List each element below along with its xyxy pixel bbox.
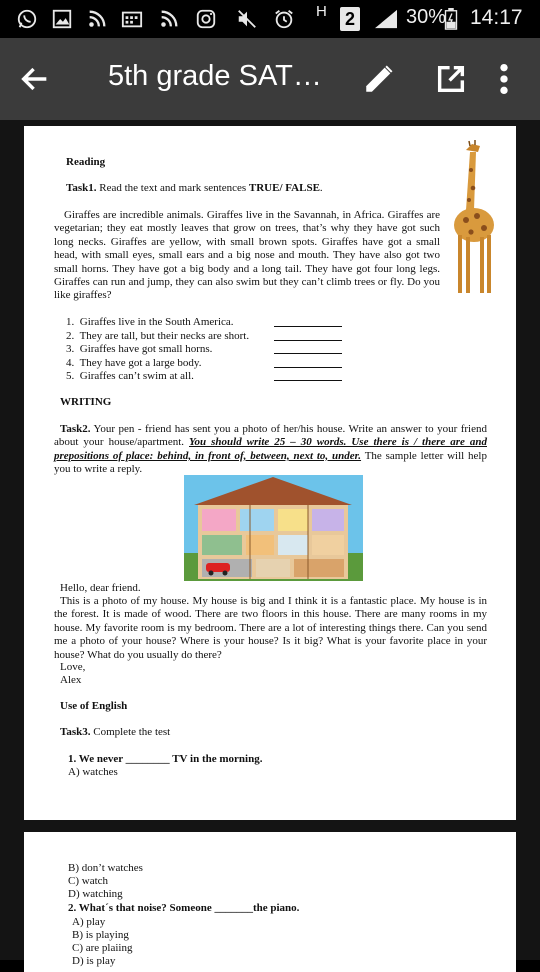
task2-tail: The sample letter will help you to write a reply. — [54, 449, 487, 476]
statement-1: 1. Giraffes live in the South America. — [66, 316, 366, 330]
true-false-list — [66, 316, 366, 384]
task2-requirements: You should write 25 – 30 words. Use there is / there are and prepositions of place: behind, in front of, between, next to, under. — [54, 436, 487, 462]
sim-badge: 2 — [340, 7, 360, 31]
signal-icon — [372, 8, 400, 30]
task1-instruction — [66, 182, 426, 195]
task2-instruction — [54, 423, 487, 477]
question-1-option-b[interactable]: B) don’t watches — [68, 862, 143, 874]
reading-heading: Reading — [66, 156, 106, 168]
letter-closing: Love, — [60, 661, 86, 673]
more-vert-icon[interactable] — [494, 62, 514, 96]
battery-icon — [444, 8, 458, 30]
statement-5: 5. Giraffes can’t swim at all. — [66, 370, 366, 384]
alarm-icon — [273, 8, 295, 30]
answer-blank[interactable] — [274, 367, 342, 368]
answer-blank[interactable] — [274, 340, 342, 341]
calendar-icon — [121, 8, 143, 30]
reading-text: Giraffes are incredible animals. Giraffes live in the Savannah, in Africa. Giraffes are vegetarian; they eat mostly leaves that grow on trees, that’s why they have got such long necks. Giraffes are yellow, with small brown spots. Giraffes have got a small head, with small eyes, small ears and a big nose and mouth. They have also got two small horns. They have got a big body and a long tail. They have got four long legs. Giraffes can run and jump, they can also swim but they can’t climb trees or fly. Do you like giraffes? — [54, 209, 440, 302]
task3-label: Task3. — [60, 726, 91, 738]
document-viewer[interactable] — [0, 120, 540, 967]
question-2-prompt: 2. What´s that noise? Someone _______the piano. — [68, 902, 300, 914]
question-1-option-d[interactable]: D) watching — [68, 888, 123, 900]
rss-icon — [158, 8, 180, 30]
network-type: H — [316, 3, 327, 20]
question-1-option-c[interactable]: C) watch — [68, 875, 109, 887]
image-icon — [51, 8, 73, 30]
task3-text: Complete the test — [90, 726, 171, 738]
statement-3: 3. Giraffes have got small horns. — [66, 343, 366, 357]
statement-2: 2. They are tall, but their necks are short. — [66, 330, 366, 344]
pencil-icon[interactable] — [362, 62, 396, 96]
statement-4: 4. They have got a large body. — [66, 357, 366, 371]
task1-period: . — [319, 182, 323, 194]
document-page-2 — [24, 832, 516, 972]
house-illustration — [184, 475, 363, 581]
battery-percent: 30% — [406, 6, 447, 28]
rss-icon — [86, 8, 108, 30]
letter-body: This is a photo of my house. My house is big and I think it is a fantastic place. My house is in the forest. It is made of wood. There are two floors in this house. There are many rooms in my house. My favorite room is my bedroom. There are a lot of interesting things there. Can you send me a photo of your house? Where is your house? Is it big? What is your favorite place in your house? What do you usually do there? — [54, 595, 487, 661]
whatsapp-icon — [16, 8, 38, 30]
question-2-option-c[interactable]: C) are plaiing — [72, 942, 133, 954]
answer-blank[interactable] — [274, 380, 342, 381]
clock: 14:17 — [470, 6, 523, 29]
document-title: 5th grade SAT… — [108, 60, 322, 92]
task3-instruction — [60, 726, 170, 739]
giraffe-image — [444, 140, 504, 298]
question-1-prompt: 1. We never ________ TV in the morning. — [68, 753, 263, 765]
writing-heading: WRITING — [60, 396, 112, 408]
app-toolbar — [0, 38, 540, 120]
status-bar — [0, 0, 540, 38]
instagram-icon — [195, 8, 217, 30]
answer-blank[interactable] — [274, 353, 342, 354]
question-1-option-a[interactable]: A) watches — [68, 766, 118, 778]
task1-label: Task1. — [66, 182, 97, 194]
task2-text: Your pen - friend has sent you a photo of her/his house. Write an answer to your friend about your house/apartment. — [54, 423, 487, 449]
answer-blank[interactable] — [274, 326, 342, 327]
task2-label: Task2. — [60, 423, 91, 435]
open-external-icon[interactable] — [434, 62, 468, 96]
mute-icon — [236, 8, 258, 30]
back-arrow-icon[interactable] — [18, 62, 52, 96]
task1-true-false: TRUE/ FALSE — [248, 182, 320, 194]
question-2-option-d[interactable]: D) is play — [72, 955, 116, 967]
letter-signature: Alex — [60, 674, 82, 686]
use-of-english-heading: Use of English — [60, 700, 128, 712]
document-page-1 — [24, 126, 516, 820]
letter-greeting: Hello, dear friend. — [60, 582, 141, 594]
question-2-option-a[interactable]: A) play — [72, 916, 106, 928]
question-2-option-b[interactable]: B) is playing — [72, 929, 129, 941]
task1-text: Read the text and mark sentences — [96, 182, 249, 194]
